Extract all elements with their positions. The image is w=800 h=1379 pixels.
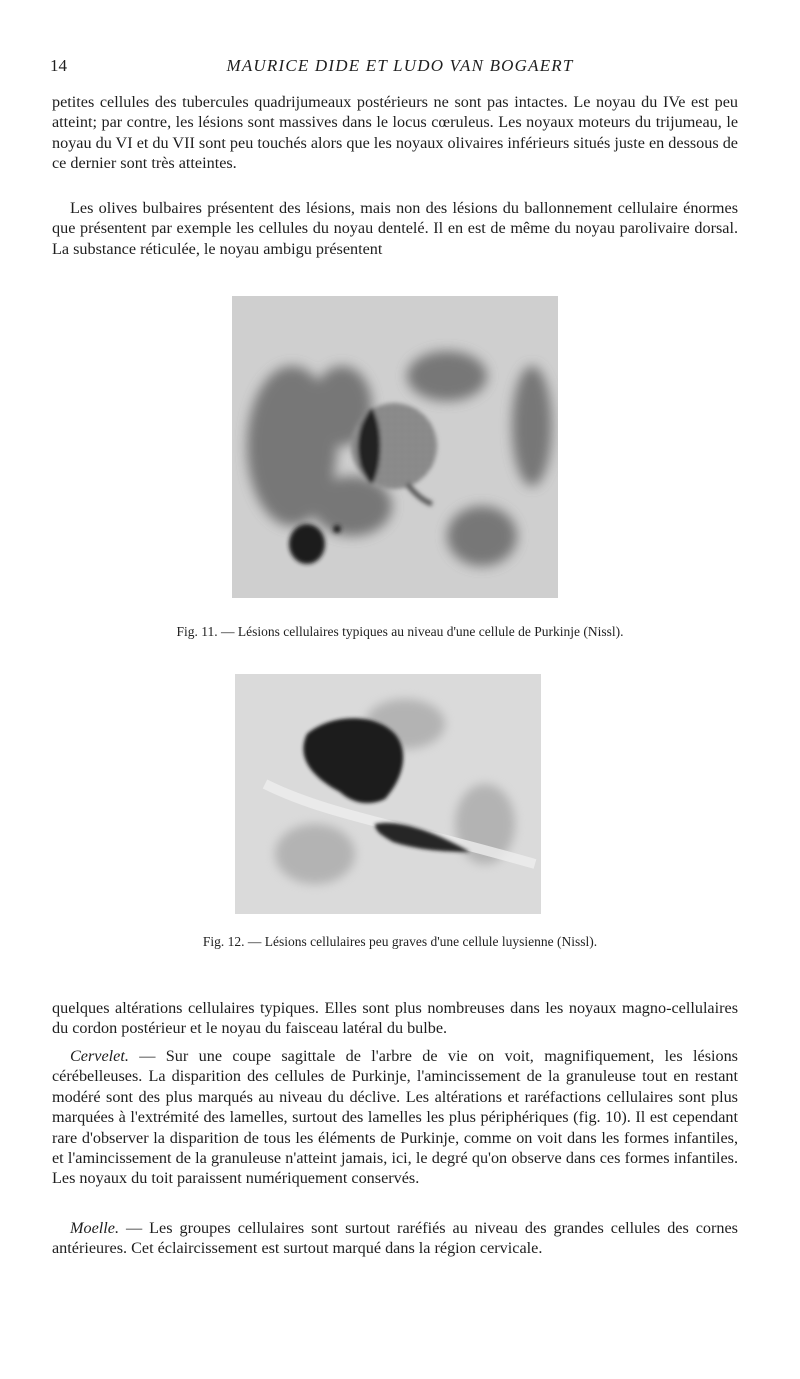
paragraph-2: Les olives bulbaires présentent des lésions, mais non des lésions du ballonnement cellulaire énormes que présentent par exemple les cellules du noyau dentelé. Il en est de même du noyau parolivaire dorsal. La substance réticulée, le noyau ambigu présentent xyxy=(52,199,738,258)
paragraph-moelle-text: — Les groupes cellulaires sont surtout raréfiés au niveau des grandes cellules des cornes antérieures. Cet éclaircissement est surtout marqué dans la région cervicale. xyxy=(52,1219,738,1258)
figure-11-micrograph xyxy=(232,296,558,598)
section-lead-moelle: Moelle. xyxy=(70,1219,119,1237)
paragraph-3: quelques altérations cellulaires typiques. Elles sont plus nombreuses dans les noyaux magno-cellulaires du cordon postérieur et le noyau du faisceau latéral du bulbe. xyxy=(52,999,738,1038)
paragraph-1: petites cellules des tubercules quadrijumeaux postérieurs ne sont pas intactes. Le noyau du IVe est peu atteint; par contre, les lésions sont massives dans le locus cœruleus. Les noyaux moteurs du trijumeau, le noyau du VI et du VII sont peu touchés alors que les noyaux olivaires inférieurs situés juste en dessous de ce dernier sont très atteintes. xyxy=(52,93,738,173)
paragraph-cervelet-text: — Sur une coupe sagittale de l'arbre de vie on voit, magnifiquement, les lésions cérébelleuses. La disparition des cellules de Purkinje, l'amincissement de la granuleuse tout en restant modéré sont des plus marqués au niveau du déclive. Les altérations et raréfactions cellulaires sont plus marquées à l'extrémité des lamelles, surtout des lamelles les plus périphériques (fig. 10). Il est cependant rare d'observer la disparition de tous les éléments de Purkinje, comme on voit dans les formes infantiles, et l'amincissement de la granuleuse n'atteint jamais, ici, le degré qu'on observe dans ces formes infantiles. Les noyaux du toit paraissent numériquement conservés. xyxy=(52,1047,738,1188)
section-lead-cervelet: Cervelet. xyxy=(70,1047,129,1065)
paragraph-cervelet xyxy=(52,1046,738,1189)
figure-12-micrograph xyxy=(235,674,541,914)
figure-11-caption: Fig. 11. — Lésions cellulaires typiques au niveau d'une cellule de Purkinje (Nissl). xyxy=(176,624,624,639)
running-title: MAURICE DIDE ET LUDO VAN BOGAERT xyxy=(226,56,574,75)
figure-12-caption: Fig. 12. — Lésions cellulaires peu graves d'une cellule luysienne (Nissl). xyxy=(202,934,598,949)
paragraph-moelle xyxy=(52,1218,738,1259)
page-number: 14 xyxy=(50,56,67,75)
